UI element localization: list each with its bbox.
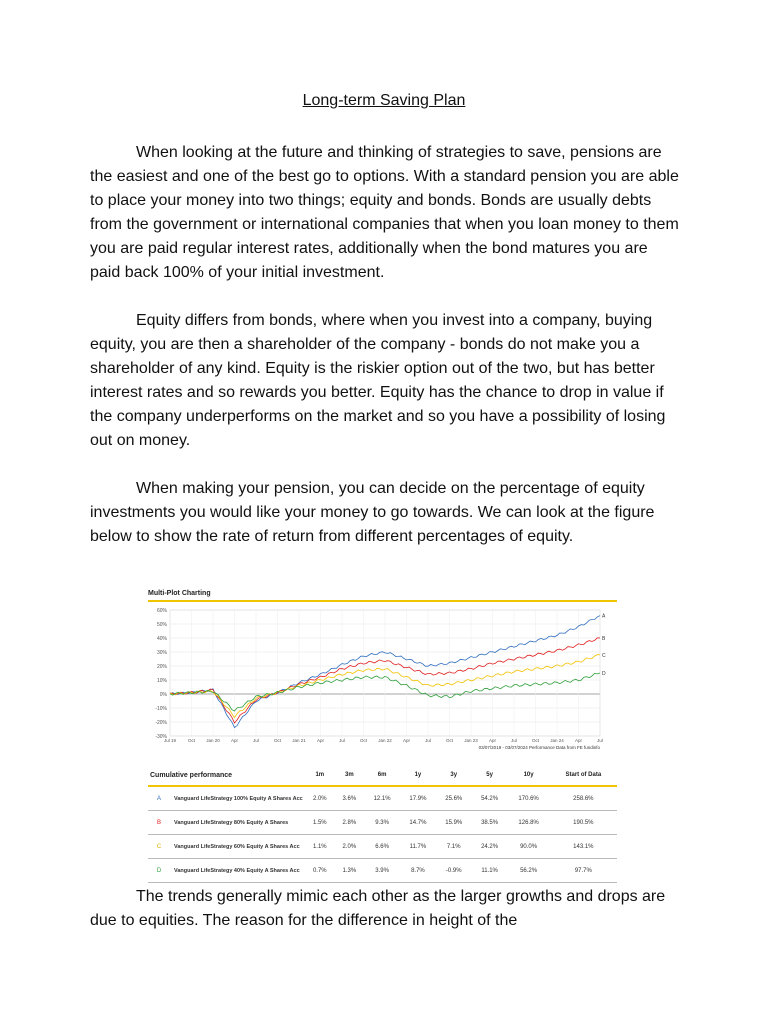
performance-value: 6.6% (364, 835, 400, 859)
paragraph-pensions: When looking at the future and thinking of strategies to save, pensions are the easiest and one of the best go to options. With a standard pension you are able to place your money into two things; equity and bonds. Bonds are usually debts from the government or international companies that when you loan money to them you are paid regular interest rates, additionally when the bond matures you are paid back 100% of your initial investment. (90, 144, 679, 281)
performance-value: 2.0% (305, 786, 335, 811)
performance-value: 9.3% (364, 811, 400, 835)
table-row (148, 859, 617, 883)
table-header-period: 3m (335, 765, 365, 786)
y-tick-label: 40% (156, 636, 167, 642)
series-end-label: B (602, 636, 606, 642)
fund-name: Vanguard LifeStrategy 40% Equity A Shares Acc (170, 859, 305, 883)
table-header-period: 1y (400, 765, 436, 786)
performance-value: 2.8% (335, 811, 365, 835)
table-header-period: 3y (436, 765, 472, 786)
y-tick-label: -20% (155, 720, 167, 726)
table-row (148, 835, 617, 859)
performance-value: 126.8% (508, 811, 550, 835)
x-tick-label: Jul (253, 738, 259, 743)
y-tick-label: 30% (156, 650, 167, 656)
performance-value: 3.9% (364, 859, 400, 883)
x-tick-label: Apr (230, 738, 239, 743)
performance-value: 8.7% (400, 859, 436, 883)
paragraph-equity: Equity differs from bonds, where when you invest into a company, buying equity, you are then a shareholder of the company - bonds do not make you a shareholder of any kind. Equity is the riskier option out of the two, but has better interest rates and so rewards you better. Equity has the chance to drop in value if the company underperforms on the market and so you have a possibility of losing out on money. (90, 312, 666, 449)
x-tick-label: Apr (402, 738, 411, 743)
table-header-period: 10y (508, 765, 550, 786)
performance-value: 38.5% (472, 811, 508, 835)
y-tick-label: 50% (156, 622, 167, 628)
page-title: Long-term Saving Plan (302, 92, 466, 109)
fund-name: Vanguard LifeStrategy 60% Equity A Shares Acc (170, 835, 305, 859)
performance-value: 2.0% (335, 835, 365, 859)
x-tick-label: Oct (445, 738, 454, 743)
performance-value: 11.7% (400, 835, 436, 859)
y-tick-label: 20% (156, 664, 167, 670)
fund-key: C (148, 835, 170, 859)
table-header-name: Cumulative performance (148, 765, 305, 786)
series-end-label: A (602, 613, 606, 620)
performance-value: 170.6% (508, 786, 550, 811)
chart-footer-note: 03/07/2019 - 03/07/2024 Performance Data from FE fundinfo (478, 745, 600, 750)
x-tick-label: Jul 19 (163, 738, 177, 743)
performance-value: -0.9% (436, 859, 472, 883)
performance-value: 56.2% (508, 859, 550, 883)
performance-value: 190.5% (550, 811, 617, 835)
y-tick-label: 60% (156, 608, 167, 614)
performance-value: 17.9% (400, 786, 436, 811)
multi-plot-chart (148, 602, 617, 752)
performance-value: 1.3% (335, 859, 365, 883)
performance-value: 97.7% (550, 859, 617, 883)
fund-key: A (148, 786, 170, 811)
x-tick-label: Jul (511, 738, 517, 743)
x-tick-label: Apr (316, 738, 325, 743)
performance-value: 1.1% (305, 835, 335, 859)
performance-value: 258.6% (550, 786, 617, 811)
x-tick-label: Apr (574, 738, 583, 743)
performance-value: 11.1% (472, 859, 508, 883)
figure-heading: Multi-Plot Charting (148, 590, 617, 602)
x-tick-label: Jul (339, 738, 345, 743)
performance-value: 24.2% (472, 835, 508, 859)
y-tick-label: 0% (159, 692, 167, 698)
x-tick-label: Jan 24 (550, 738, 564, 743)
performance-value: 90.0% (508, 835, 550, 859)
table-body (148, 786, 617, 883)
x-tick-label: Jul (425, 738, 431, 743)
cumulative-performance-table (148, 765, 617, 883)
performance-value: 143.1% (550, 835, 617, 859)
x-tick-label: Oct (359, 738, 368, 743)
performance-value: 1.5% (305, 811, 335, 835)
table-header-period: 6m (364, 765, 400, 786)
performance-value: 14.7% (400, 811, 436, 835)
performance-value: 12.1% (364, 786, 400, 811)
performance-value: 15.9% (436, 811, 472, 835)
fund-key: D (148, 859, 170, 883)
y-tick-label: -10% (155, 706, 167, 712)
performance-value: 3.6% (335, 786, 365, 811)
paragraph-trends: The trends generally mimic each other as the larger growths and drops are due to equities. The reason for the difference in height of the (90, 888, 666, 929)
series-end-label: C (602, 652, 606, 659)
table-row (148, 786, 617, 811)
x-tick-label: Oct (531, 738, 540, 743)
paragraph-figure-intro: When making your pension, you can decide on the percentage of equity investments you would like your money to go towards. We can look at the figure below to show the rate of return from different percentages of equity. (90, 480, 655, 545)
x-tick-label: Jan 21 (292, 738, 306, 743)
fund-name: Vanguard LifeStrategy 80% Equity A Shares (170, 811, 305, 835)
performance-value: 7.1% (436, 835, 472, 859)
y-tick-label: 10% (156, 678, 167, 684)
table-header-row (148, 765, 617, 786)
performance-value: 0.7% (305, 859, 335, 883)
table-header-period: 5y (472, 765, 508, 786)
x-tick-label: Jan 22 (378, 738, 392, 743)
x-tick-label: Jan 20 (206, 738, 220, 743)
x-tick-label: Jul (597, 738, 603, 743)
performance-value: 25.6% (436, 786, 472, 811)
performance-figure (148, 590, 617, 752)
x-tick-label: Oct (187, 738, 196, 743)
table-header-period: Start of Data (550, 765, 617, 786)
performance-value: 54.2% (472, 786, 508, 811)
fund-name: Vanguard LifeStrategy 100% Equity A Shares Acc (170, 786, 305, 811)
series-end-label: D (602, 671, 606, 677)
table-header-period: 1m (305, 765, 335, 786)
x-tick-label: Apr (488, 738, 497, 743)
fund-key: B (148, 811, 170, 835)
y-tick-label: -30% (155, 734, 167, 740)
table-row (148, 811, 617, 835)
x-tick-label: Jan 23 (464, 738, 478, 743)
x-tick-label: Oct (273, 738, 282, 743)
